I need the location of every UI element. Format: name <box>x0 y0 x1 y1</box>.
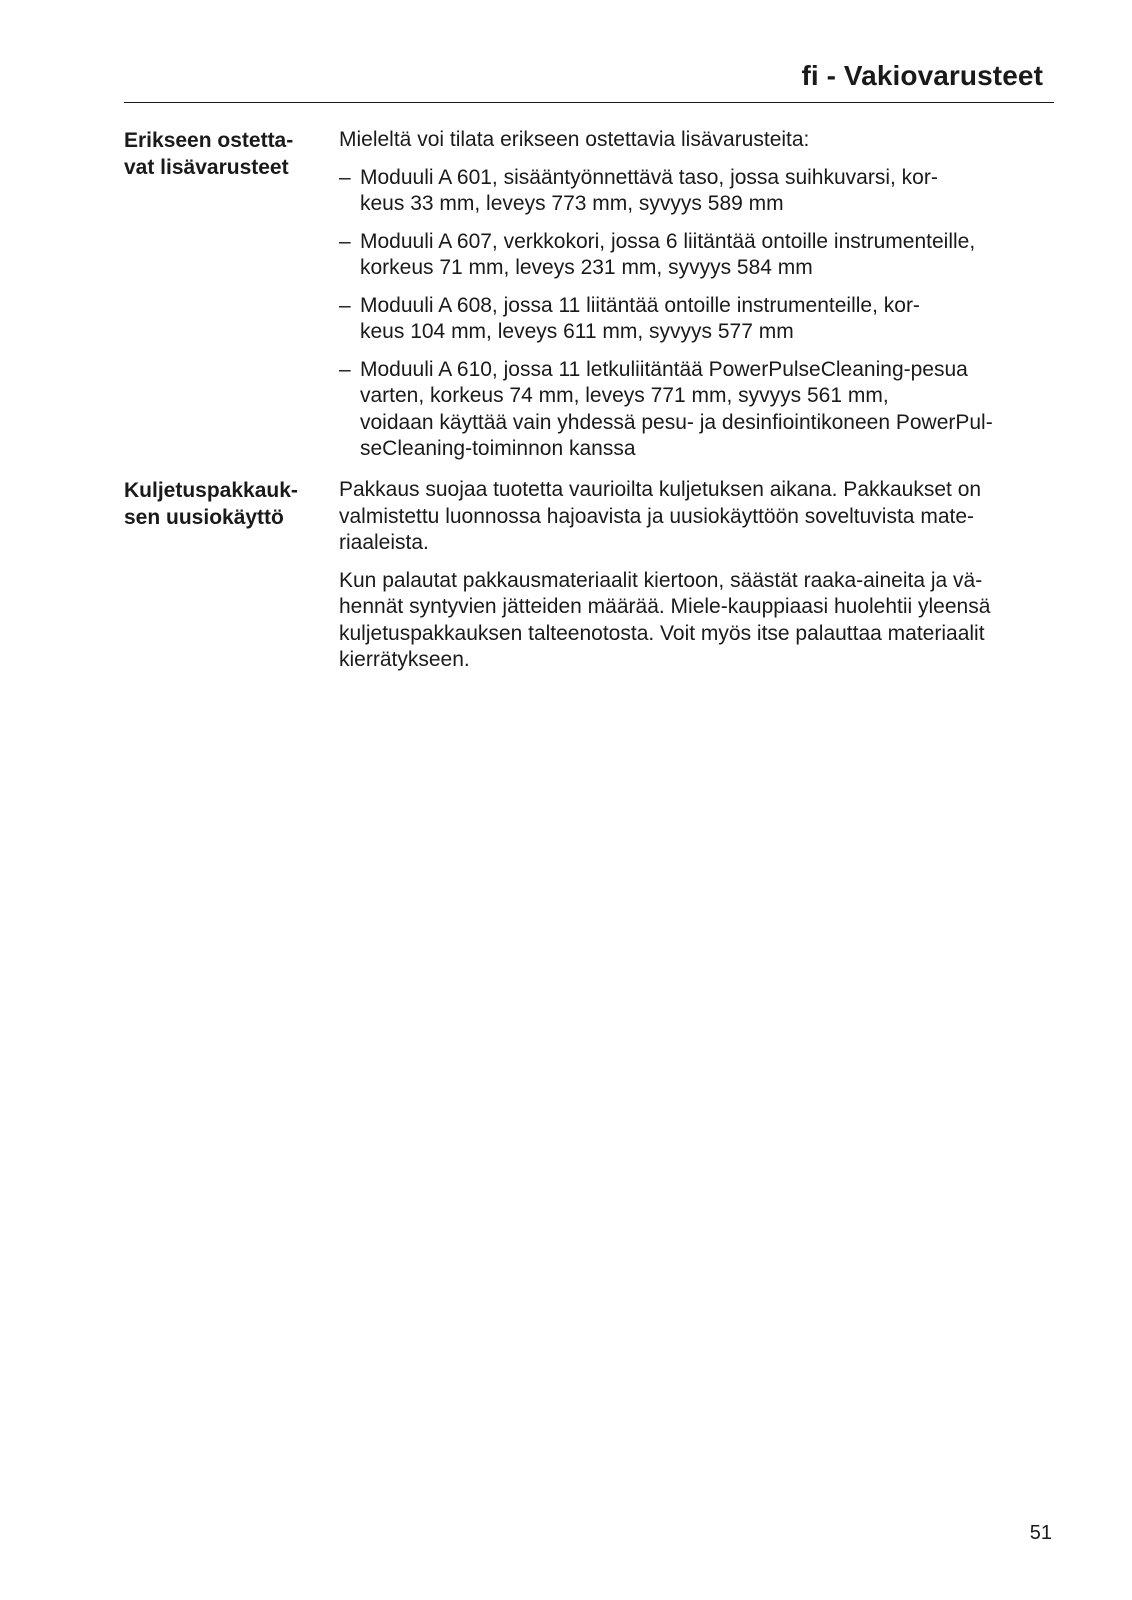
list-item-line: Moduuli A 607, verkkokori, jossa 6 liitäntää ontoille instrumenteille, <box>360 229 976 253</box>
section-label-line: sen uusiokäyttö <box>124 506 284 529</box>
list-dash: – <box>339 165 351 189</box>
list-item-line: varten, korkeus 74 mm, leveys 771 mm, syvyys 561 mm, <box>360 384 889 407</box>
list-item-line: korkeus 71 mm, leveys 231 mm, syvyys 584 mm <box>360 256 813 279</box>
list-item-line: Moduuli A 601, sisääntyönnettävä taso, jossa suihkuvarsi, kor- <box>360 165 938 189</box>
section-label-line: Erikseen ostetta- <box>124 129 294 152</box>
paragraph-line: Pakkaus suojaa tuotetta vaurioilta kuljetuksen aikana. Pakkaukset on <box>339 478 982 501</box>
list-item <box>339 357 1054 463</box>
list-dash: – <box>339 293 351 317</box>
paragraph-line: Kun palautat pakkausmateriaalit kiertoon, säästät raaka-aineita ja vä- <box>339 568 983 592</box>
paragraph-line: riaaleista. <box>339 531 429 554</box>
page-header-title: fi - Vakiovarusteet <box>801 60 1043 91</box>
list-item-line: Moduuli A 610, jossa 11 letkuliitäntää PowerPulseCleaning-pesua <box>360 357 968 381</box>
header-rule <box>124 102 1054 103</box>
list-item-line: Moduuli A 608, jossa 11 liitäntää ontoille instrumenteille, kor- <box>360 293 920 317</box>
paragraph-line: hennät syntyvien jätteiden määrää. Miele-kauppiaasi huolehtii yleensä <box>339 595 991 618</box>
list-dash: – <box>339 229 351 253</box>
page-number: 51 <box>1029 1522 1052 1544</box>
section-label-accessories <box>124 127 324 181</box>
paragraph-line: valmistettu luonnossa hajoavista ja uusiokäyttöön soveltuvista mate- <box>339 504 975 528</box>
section-label-line: vat lisävarusteet <box>124 156 289 179</box>
paragraph <box>339 568 1054 674</box>
paragraph <box>339 477 1054 557</box>
section-body-accessories <box>339 127 1054 463</box>
paragraph-line: kuljetuspakkauksen talteenotosta. Voit myös itse palauttaa materiaalit <box>339 621 985 645</box>
section-label-packaging <box>124 477 324 531</box>
list-item <box>339 165 1054 218</box>
list-item <box>339 293 1054 346</box>
accessories-intro: Mieleltä voi tilata erikseen ostettavia lisävarusteita: <box>339 128 810 151</box>
list-dash: – <box>339 357 351 381</box>
section-packaging <box>124 477 1054 677</box>
list-item-line: keus 33 mm, leveys 773 mm, syvyys 589 mm <box>360 192 784 215</box>
section-accessories <box>124 127 1054 467</box>
section-body-packaging <box>339 477 1054 674</box>
paragraph-line: kierrätykseen. <box>339 648 470 671</box>
list-item-line: seCleaning-toiminnon kanssa <box>360 437 636 460</box>
list-item-line: voidaan käyttää vain yhdessä pesu- ja desinfiointikoneen PowerPul- <box>360 410 993 434</box>
list-item-line: keus 104 mm, leveys 611 mm, syvyys 577 mm <box>360 320 794 343</box>
section-label-line: Kuljetuspakkauk- <box>124 479 298 502</box>
list-item <box>339 229 1054 282</box>
accessory-list <box>339 165 1054 463</box>
